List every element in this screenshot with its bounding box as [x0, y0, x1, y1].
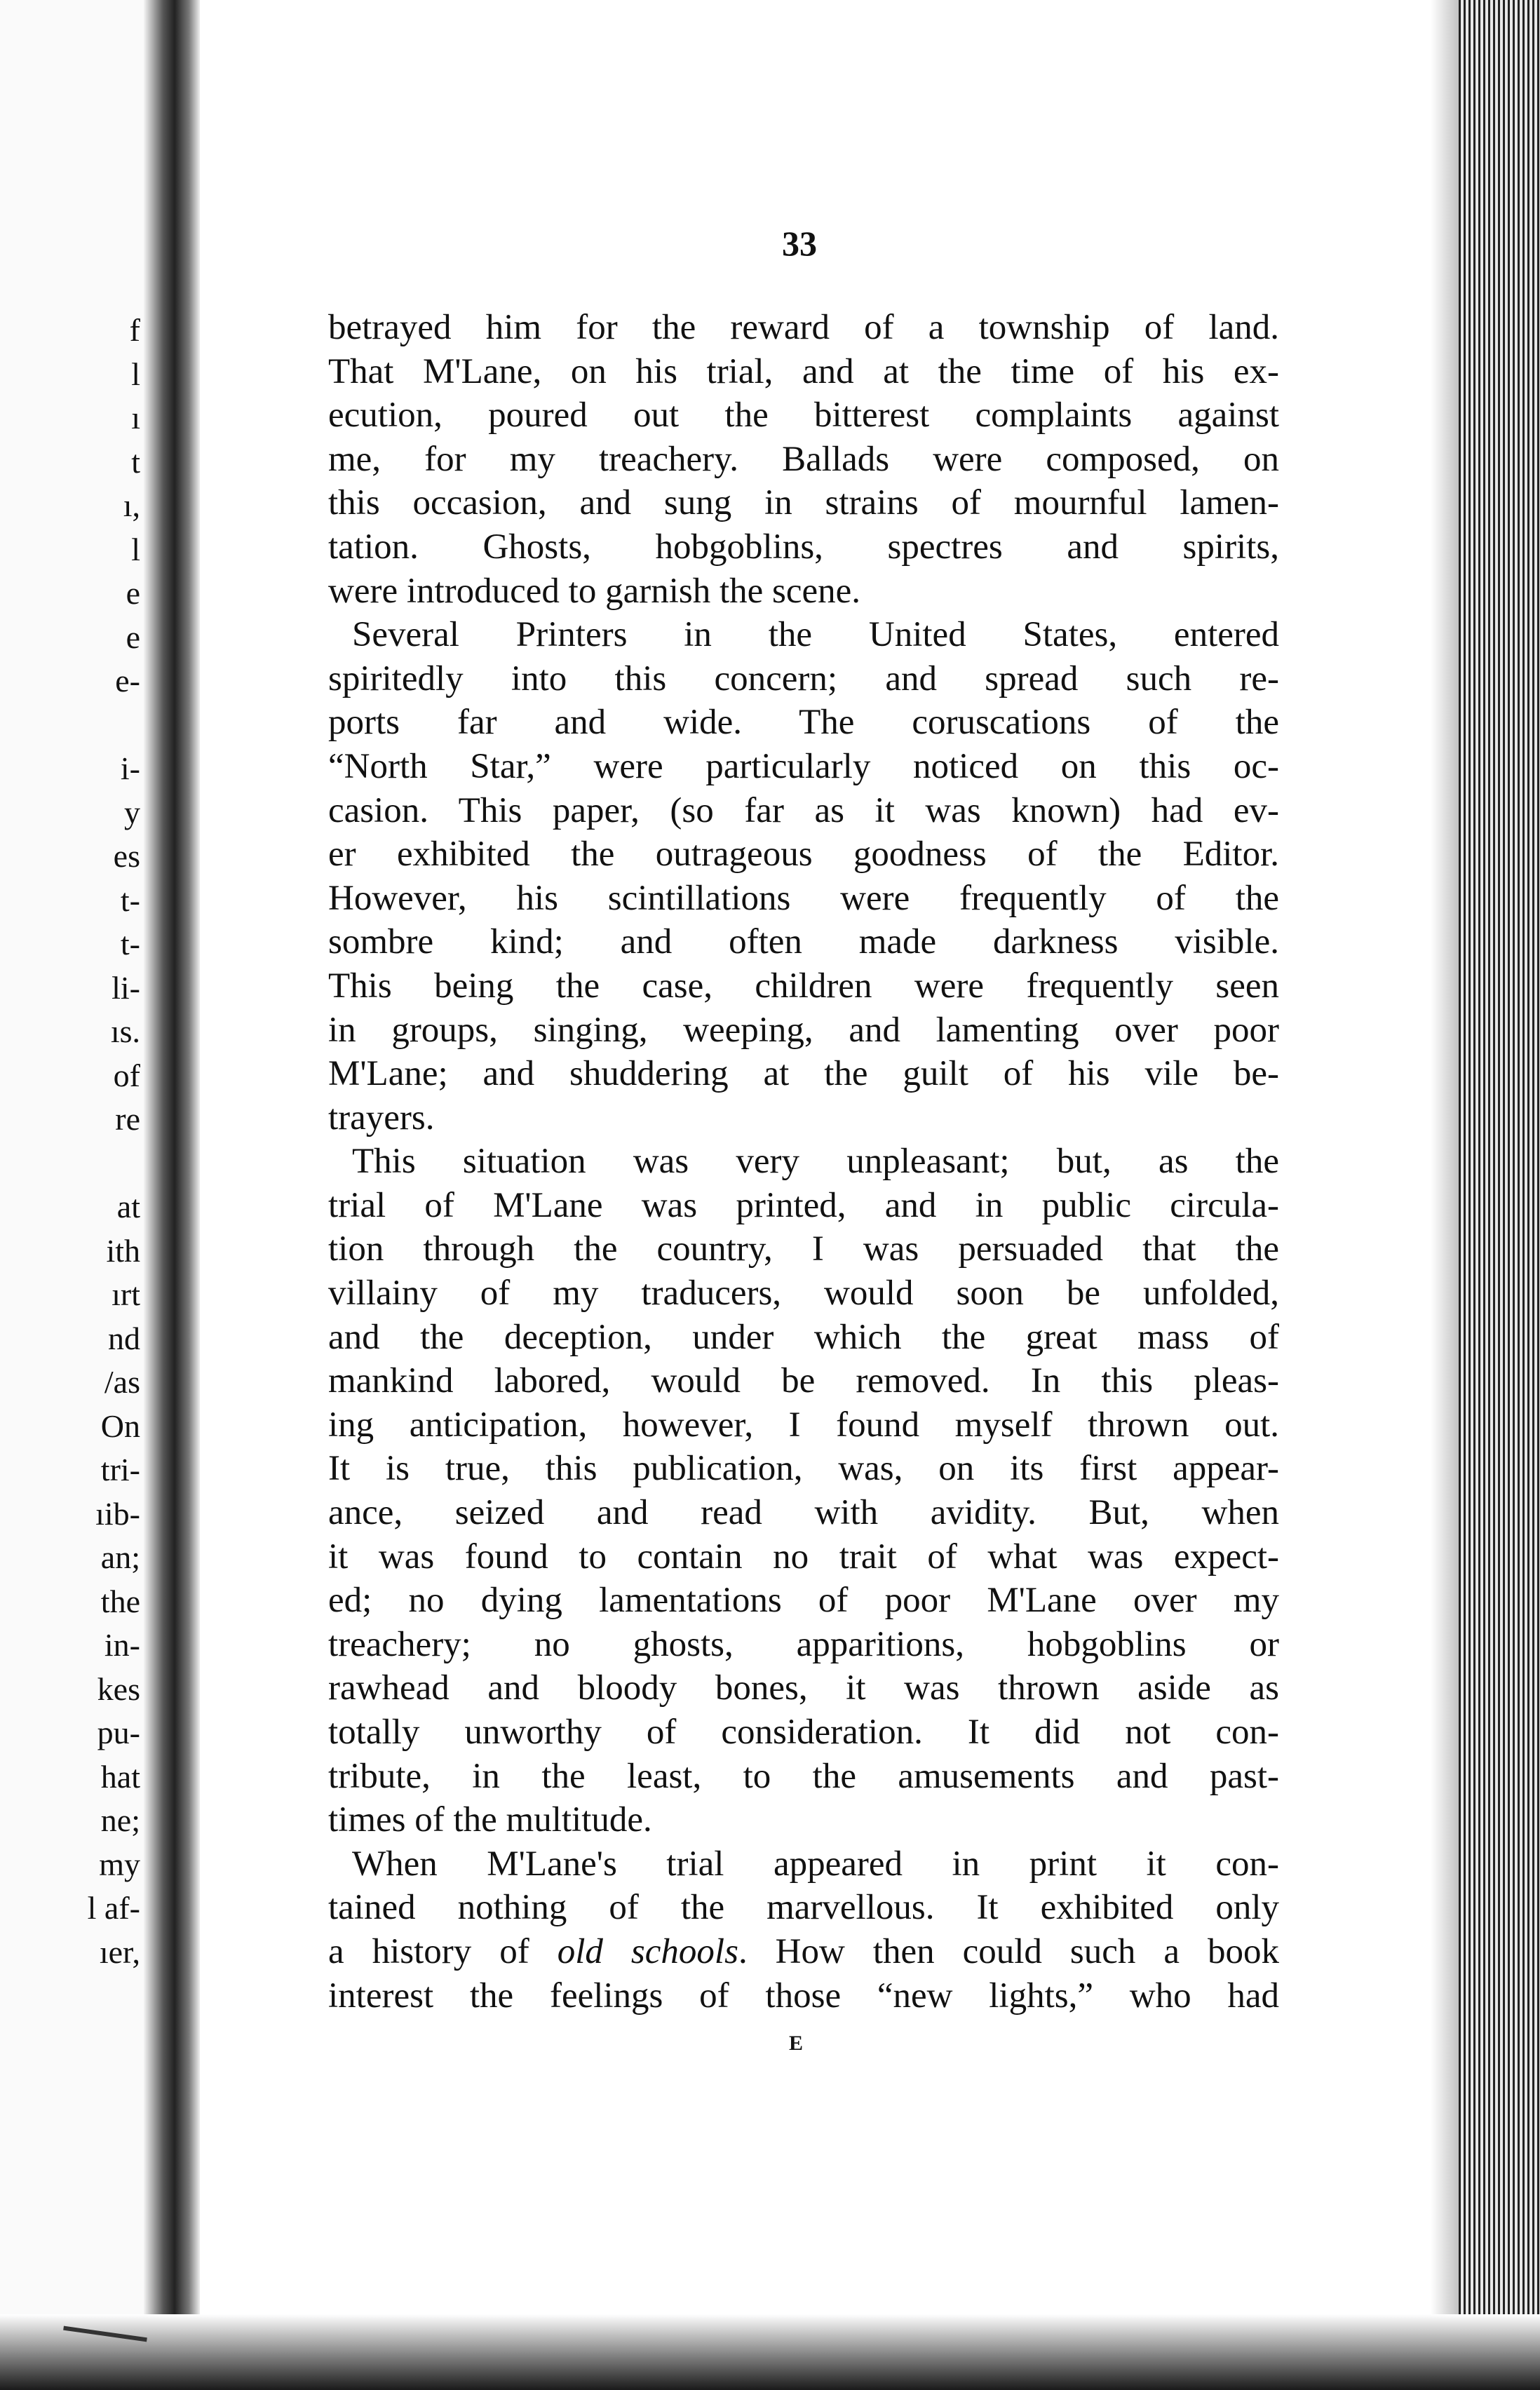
facing-page-fragment [0, 703, 140, 748]
facing-page-fragment: On [100, 1407, 140, 1444]
text-line: trial of M'Lane was printed, and in public circula- [328, 1185, 1279, 1225]
text-line: betrayed him for the reward of a township of land. [328, 308, 1279, 347]
text-line: er exhibited the outrageous goodness of the Editor. [328, 835, 1279, 875]
facing-page-fragment: kes [97, 1670, 140, 1707]
facing-page-fragments [0, 309, 140, 1974]
text-line: tribute, in the least, to the amusements and past- [328, 1756, 1279, 1796]
facing-page-fragment: ith [106, 1232, 140, 1269]
text-line: treachery; no ghosts, apparitions, hobgoblins or [328, 1624, 1279, 1664]
text-line: casion. This paper, (so far as it was known) had ev- [328, 790, 1279, 830]
text-line: times of the multitude. [328, 1800, 652, 1840]
text-line: villainy of my traducers, would soon be unfolded, [328, 1274, 1279, 1314]
facing-page-fragment: /as [104, 1364, 140, 1400]
text-line: me, for my treachery. Ballads were composed, on [328, 439, 1279, 479]
text-line: trayers. [328, 1098, 435, 1137]
facing-page-fragment: l [131, 531, 140, 567]
text-line: mankind labored, would be removed. In this pleas- [328, 1361, 1279, 1401]
text-line: However, his scintillations were frequently of the [328, 878, 1279, 918]
facing-page-fragment: li- [112, 969, 140, 1006]
facing-page-fragment: the [100, 1583, 140, 1619]
facing-page-fragment: nd [108, 1320, 140, 1356]
text-line: spiritedly into this concern; and spread such re- [328, 659, 1279, 698]
facing-page-fragment: l af- [87, 1890, 140, 1926]
facing-page-fragment: ı, [123, 487, 140, 523]
text-line: ecution, poured out the bitterest complaints against [328, 396, 1279, 436]
body-text [328, 306, 1279, 2018]
text-line: it was found to contain no trait of what was expect- [328, 1537, 1279, 1577]
facing-page-fragment: ıer, [99, 1933, 140, 1970]
signature-mark: E [789, 2032, 804, 2055]
facing-page-fragment: ı [131, 400, 140, 436]
page-number: 33 [782, 224, 817, 263]
page-stack-edge [1459, 0, 1540, 2390]
facing-page-fragment: e [126, 619, 140, 655]
text-line: totally unworthy of consideration. It did not con- [328, 1713, 1279, 1752]
text-line: a history of old schools. How then could such a book [328, 1931, 1280, 1971]
text-line: were introduced to garnish the scene. [328, 571, 861, 611]
facing-page-fragment: of [113, 1057, 140, 1093]
text-line: and the deception, under which the great mass of [328, 1317, 1279, 1357]
text-line: tation. Ghosts, hobgoblins, spectres and spirits, [328, 527, 1279, 567]
text-line: That M'Lane, on his trial, and at the time of his ex- [328, 351, 1279, 391]
text-line: “North Star,” were particularly noticed on this oc- [328, 746, 1279, 786]
bottom-shadow [0, 2314, 1540, 2390]
facing-page-fragment: hat [100, 1758, 140, 1795]
facing-page-fragment: f [129, 312, 140, 348]
facing-page-fragment: t- [120, 882, 140, 918]
italic-phrase: old schools [557, 1931, 738, 1971]
text-line: This situation was very unpleasant; but, as the [352, 1142, 1279, 1182]
text-line: in groups, singing, weeping, and lamenting over poor [328, 1010, 1279, 1050]
facing-page-fragment [0, 1142, 140, 1186]
facing-page-fragment: ıib- [95, 1495, 140, 1532]
facing-page-fragment: t [131, 443, 140, 480]
facing-page-fragment: re [115, 1101, 140, 1137]
facing-page-fragment: i- [120, 750, 140, 786]
facing-page-edge [0, 0, 144, 2390]
text-line: This being the case, children were frequently seen [328, 966, 1279, 1006]
facing-page-fragment: e [126, 575, 140, 611]
text-line: interest the feelings of those “new lights,” who had [328, 1976, 1279, 2016]
text-line: ance, seized and read with avidity. But, when [328, 1493, 1279, 1533]
page-edge-shade [1431, 0, 1462, 2390]
text-line: It is true, this publication, was, on its first appear- [328, 1449, 1279, 1489]
text-line: this occasion, and sung in strains of mournful lamen- [328, 483, 1279, 523]
facing-page-fragment: at [116, 1189, 140, 1224]
text-line: sombre kind; and often made darkness visible. [328, 922, 1279, 962]
facing-page-fragment: ırt [112, 1276, 140, 1312]
facing-page-fragment: ne; [100, 1802, 140, 1838]
facing-page-fragment: t- [120, 926, 140, 961]
text-line: ed; no dying lamentations of poor M'Lane over my [328, 1581, 1279, 1621]
facing-page-fragment: y [124, 794, 140, 830]
text-line: tained nothing of the marvellous. It exhibited only [328, 1888, 1279, 1928]
text-line: ports far and wide. The coruscations of the [328, 703, 1279, 743]
text-line: rawhead and bloody bones, it was thrown aside as [328, 1668, 1279, 1708]
book-gutter [144, 0, 200, 2390]
facing-page-fragment: in- [104, 1627, 140, 1663]
facing-page-fragment: ıs. [110, 1013, 140, 1049]
facing-page-fragment: my [99, 1846, 140, 1882]
facing-page-fragment: es [113, 838, 140, 874]
facing-page-fragment: tri- [100, 1452, 140, 1487]
text-line: ing anticipation, however, I found myself thrown out. [328, 1405, 1279, 1445]
text-line: tion through the country, I was persuaded that the [328, 1229, 1279, 1269]
text-line: Several Printers in the United States, entered [352, 615, 1279, 655]
facing-page-fragment: e- [115, 663, 140, 698]
text-line: When M'Lane's trial appeared in print it con- [352, 1844, 1279, 1884]
facing-page-fragment: l [131, 356, 140, 392]
text-line: M'Lane; and shuddering at the guilt of his vile be- [328, 1054, 1279, 1094]
facing-page-fragment: pu- [97, 1715, 140, 1750]
facing-page-fragment: an; [100, 1539, 140, 1575]
